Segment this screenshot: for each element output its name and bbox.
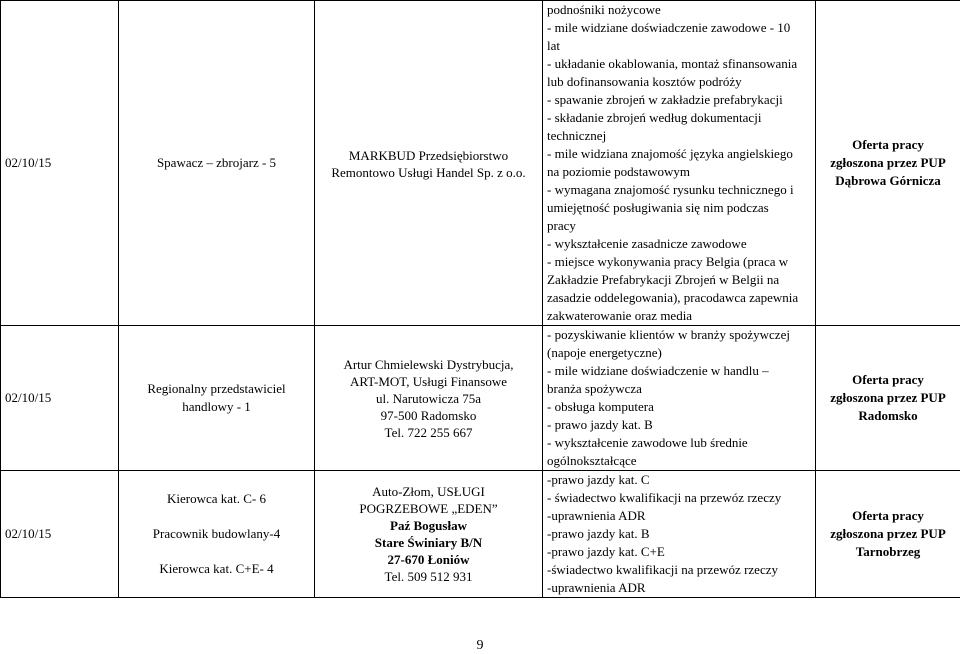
page-number: 9 (476, 638, 484, 653)
position-text: Kierowca kat. C- 6 (167, 491, 266, 506)
position-cell (119, 1, 315, 326)
requirement-line: - prawo jazdy kat. B (547, 417, 653, 432)
employer-line: ART-MOT, Usługi Finansowe (349, 373, 508, 389)
employer-line: Paź Bogusław (390, 518, 467, 533)
requirement-line: umiejętność posługiwania się nim podczas (547, 200, 769, 215)
requirements-cell (543, 471, 816, 598)
table-row (1, 326, 960, 471)
employer-cell (315, 1, 543, 326)
requirement-line: -prawo jazdy kat. C (547, 472, 650, 487)
offer-source: zgłoszona przez PUP (830, 155, 946, 170)
employer-line: Tel. 722 255 667 (384, 424, 473, 440)
requirement-line: lat (547, 38, 560, 53)
offer-title: Oferta pracy (852, 508, 924, 523)
offer-source: zgłoszona przez PUP (830, 390, 946, 405)
employer-line: Artur Chmielewski Dystrybucja, (343, 356, 514, 372)
requirement-line: technicznej (547, 128, 607, 143)
requirements-cell (543, 1, 816, 326)
offer-title: Oferta pracy (852, 137, 924, 152)
position-text: handlowy - 1 (182, 399, 251, 414)
employer-line: 97-500 Radomsko (380, 407, 477, 423)
offer-cell (816, 326, 960, 471)
offer-office: Radomsko (858, 408, 918, 423)
offer-office: Tarnobrzeg (855, 544, 921, 559)
offer-cell (816, 471, 960, 598)
requirement-line: - mile widziane doświadczenie w handlu – (547, 363, 769, 378)
requirement-line: -świadectwo kwalifikacji na przewóz rzeczy (547, 562, 778, 577)
position-text: Spawacz – zbrojarz - 5 (156, 155, 277, 170)
requirement-line: branża spożywcza (547, 381, 642, 396)
requirement-line: - obsługa komputera (547, 399, 654, 414)
requirement-line: na poziomie podstawowym (547, 164, 690, 179)
requirement-line: - spawanie zbrojeń w zakładzie prefabrykacji (547, 92, 783, 107)
table-row (1, 471, 960, 598)
offer-title: Oferta pracy (852, 372, 924, 387)
requirement-line: Zakładzie Prefabrykacji Zbrojeń w Belgii na (547, 272, 780, 287)
employer-line: Stare Świniary B/N (374, 535, 483, 550)
requirement-line: ogólnokształcące (547, 453, 637, 468)
requirement-line: - świadectwo kwalifikacji na przewóz rzeczy (547, 490, 782, 505)
requirement-line: - wykształcenie zawodowe lub średnie (547, 435, 748, 450)
requirement-line: podnośniki nożycowe (547, 2, 661, 17)
requirement-line: - układanie okablowania, montaż sfinansowania (547, 56, 798, 71)
position-cell (119, 471, 315, 598)
requirement-line: pracy (547, 218, 576, 233)
requirement-line: - miejsce wykonywania pracy Belgia (praca w (547, 254, 789, 269)
employer-cell (315, 326, 543, 471)
date-cell: 02/10/15 (1, 471, 119, 598)
requirement-line: lub dofinansowania kosztów podróży (547, 74, 742, 89)
date-cell: 02/10/15 (1, 326, 119, 471)
requirement-line: - wymagana znajomość rysunku technicznego i (547, 182, 794, 197)
employer-cell (315, 471, 543, 598)
requirement-line: - składanie zbrojeń według dokumentacji (547, 110, 762, 125)
requirements-cell (543, 326, 816, 471)
offer-source: zgłoszona przez PUP (830, 526, 946, 541)
requirement-line: -prawo jazdy kat. C+E (547, 544, 665, 559)
position-cell (119, 326, 315, 471)
requirement-line: zakwaterowanie oraz media (547, 308, 693, 323)
table-row (1, 1, 960, 326)
employer-line: MARKBUD Przedsiębiorstwo (348, 148, 509, 163)
employer-line: POGRZEBOWE „EDEN” (359, 501, 498, 516)
requirement-line: -prawo jazdy kat. B (547, 526, 650, 541)
requirement-line: - pozyskiwanie klientów w branży spożywczej (547, 327, 790, 342)
employer-line: Tel. 509 512 931 (384, 569, 473, 584)
requirement-line: - mile widziana znajomość języka angielskiego (547, 146, 793, 161)
requirement-line: - mile widziane doświadczenie zawodowe - 10 (547, 20, 791, 35)
date-cell: 02/10/15 (1, 1, 119, 326)
employer-line: Remontowo Usługi Handel Sp. z o.o. (331, 165, 526, 180)
position-text: Regionalny przedstawiciel (147, 381, 286, 396)
position-text: Pracownik budowlany-4 (152, 526, 281, 541)
requirement-line: -uprawnienia ADR (547, 508, 646, 523)
employer-line: 27-670 Łoniów (387, 552, 470, 567)
requirement-line: zasadzie oddelegowania), pracodawca zapewnia (547, 290, 799, 305)
offer-office: Dąbrowa Górnicza (835, 173, 941, 188)
employer-line: Auto-Złom, USŁUGI (372, 484, 485, 499)
requirement-line: - wykształcenie zasadnicze zawodowe (547, 236, 747, 251)
employer-line: ul. Narutowicza 75a (375, 390, 482, 406)
offer-cell (816, 1, 960, 326)
requirement-line: -uprawnienia ADR (547, 580, 646, 595)
requirement-line: (napoje energetyczne) (547, 345, 662, 360)
position-text: Kierowca kat. C+E- 4 (159, 561, 274, 576)
